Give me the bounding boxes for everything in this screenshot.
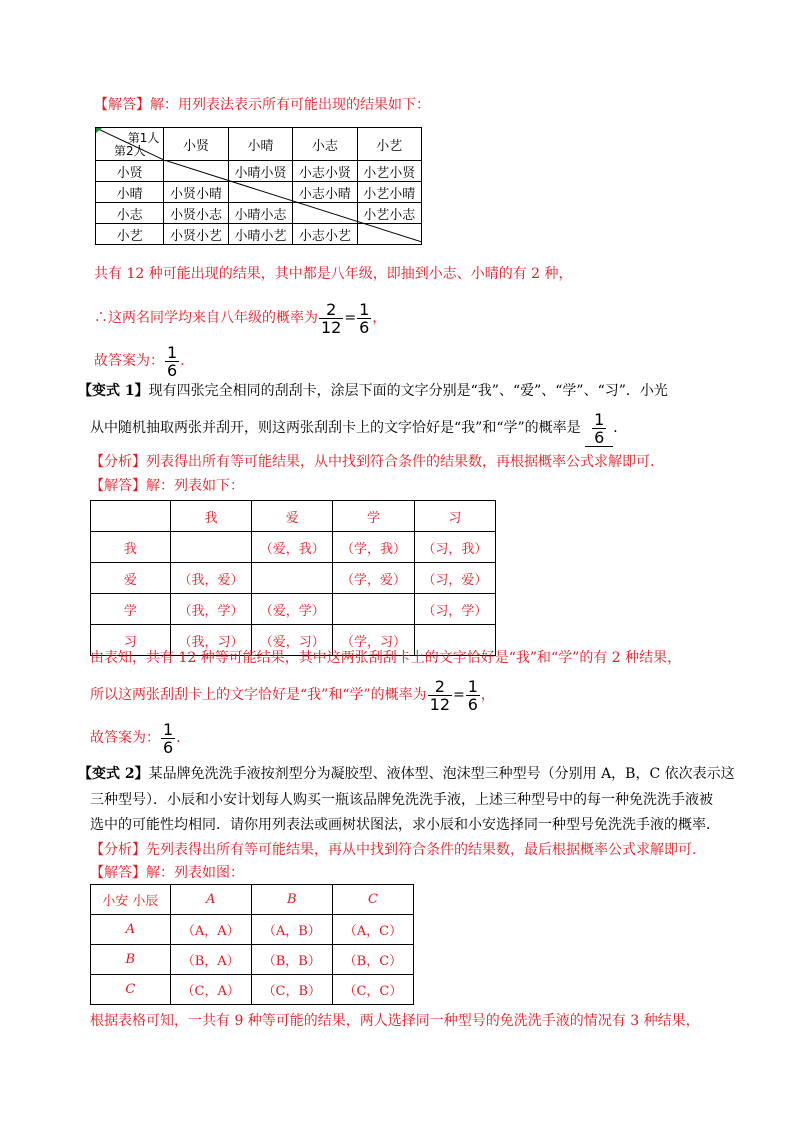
table-row <box>91 532 496 563</box>
table-cell: 小贤小艺 <box>164 224 228 245</box>
cards-table <box>90 500 496 656</box>
answer-blank <box>585 410 613 447</box>
variant1-answer-intro: 【解答】解：列表如下： <box>90 478 244 494</box>
fraction <box>161 721 175 756</box>
table-cell: （习，我） <box>414 532 495 563</box>
table-header-row <box>91 885 414 915</box>
variant1-probability <box>90 677 495 713</box>
prob-prefix: 所以这两张刮刮卡上的文字恰好是“我”和“学”的概率为 <box>90 687 427 703</box>
row-label: B <box>91 945 171 975</box>
header-cell: 小艺 <box>357 128 421 161</box>
table-cell: 小志小晴 <box>293 182 357 203</box>
corner-cell <box>91 501 171 532</box>
fraction-numerator: 2 <box>434 676 445 696</box>
variant2-text1: 某品牌免洗洗手液按剂型分为凝胶型、液体型、泡沫型三种型号（分别用 A，B，C 依次表示这 <box>148 766 735 782</box>
table-cell: （爱，学） <box>252 594 333 625</box>
header-cell: 习 <box>414 501 495 532</box>
variant1-text2: 从中随机抽取两张并刮开，则这两张刮刮卡上的文字恰好是“我”和“学”的概率是 <box>90 420 581 436</box>
variant2-line1 <box>78 764 735 784</box>
header-cell: 小晴 <box>228 128 292 161</box>
table-cell: （B，A） <box>170 945 251 975</box>
answer-prefix: 故答案为： <box>90 730 160 746</box>
table-cell: 小贤小志 <box>164 203 228 224</box>
table-cell: 小晴小艺 <box>228 224 292 245</box>
variant1-line1 <box>78 381 668 401</box>
fraction <box>319 301 343 336</box>
fraction-numerator: 1 <box>167 342 178 362</box>
fraction <box>357 301 371 336</box>
row-label: C <box>91 975 171 1005</box>
fraction-numerator: 2 <box>326 299 337 319</box>
table-cell <box>333 594 414 625</box>
header-cell: 小贤 <box>164 128 228 161</box>
table-cell: （习，爱） <box>414 563 495 594</box>
table-cell: （我，习） <box>170 625 251 656</box>
variant2-analysis: 【分析】先列表得出所有等可能结果，再从中找到符合条件的结果数，最后根据概率公式求解即可. <box>90 842 697 858</box>
answer-suffix: ． <box>176 730 191 746</box>
probability-line-1 <box>94 300 386 336</box>
prob-suffix: ， <box>480 687 495 703</box>
fraction-denominator: 6 <box>467 694 478 714</box>
prob-suffix: ， <box>372 310 387 326</box>
header-cell: B <box>251 885 332 915</box>
table-cell: 小贤小晴 <box>164 182 228 203</box>
table-cell: 小晴小贤 <box>228 161 292 182</box>
table-cell <box>170 532 251 563</box>
fraction-numerator: 1 <box>594 409 605 429</box>
fraction-denominator: 6 <box>167 360 178 380</box>
equals-sign: = <box>344 310 357 326</box>
variant1-label: 【变式 1】 <box>78 383 149 399</box>
table-row <box>91 563 496 594</box>
answer-line-1 <box>94 343 194 379</box>
table-cell: 小艺小贤 <box>357 161 421 182</box>
variant2-line2: 三种型号）．小辰和小安计划每人购买一瓶该品牌免洗洗手液，上述三种型号中的每一种免洗洗手液被 <box>90 792 713 808</box>
fraction <box>592 411 606 446</box>
table-cell: （学，爱） <box>333 563 414 594</box>
header-cell: 我 <box>170 501 251 532</box>
variant2-answer-intro: 【解答】解：列表如图： <box>90 865 244 881</box>
table-row <box>91 915 414 945</box>
variant1-text2-suffix: ． <box>613 420 628 436</box>
table-cell: （B，C） <box>332 945 413 975</box>
summary-1: 共有 12 种可能出现的结果，其中都是八年级，即抽到小志、小晴的有 2 种， <box>94 266 573 282</box>
table-cell: 小艺小志 <box>357 203 421 224</box>
fraction <box>466 678 480 713</box>
variant1-summary: 由表知，共有 12 种等可能结果，其中这两张刮刮卡上的文字恰好是“我”和“学”的有 2 种结果， <box>90 650 682 666</box>
table-cell: （C，C） <box>332 975 413 1005</box>
fraction <box>428 678 452 713</box>
variant1-text1: 现有四张完全相同的刮刮卡，涂层下面的文字分别是“我”、“爱”、“学”、“习”．小光 <box>148 383 668 399</box>
corner-cell: 小安 小辰 <box>91 885 171 915</box>
corner-bottom-label: 第2人 <box>114 144 146 158</box>
table-cell: 小志小贤 <box>293 161 357 182</box>
header-cell: 爱 <box>252 501 333 532</box>
row-label: 小艺 <box>96 224 164 245</box>
prob-prefix: ∴这两名同学均来自八年级的概率为 <box>94 310 318 326</box>
table-cell: （A，A） <box>170 915 251 945</box>
diagonal-header-cell <box>96 128 164 161</box>
variant2-line3: 选中的可能性均相同．请你用列表法或画树状图法，求小辰和小安选择同一种型号免洗洗手液的概率． <box>90 817 720 833</box>
header-cell: A <box>170 885 251 915</box>
table-row <box>91 975 414 1005</box>
variant1-line2 <box>90 410 627 447</box>
corner-top-label: 第1人 <box>127 131 160 145</box>
equals-sign: = <box>453 687 465 703</box>
variant2-summary: 根据表格可知，一共有 9 种等可能的结果，两人选择同一种型号的免洗洗手液的情况有 3 种结果， <box>90 1013 700 1029</box>
fraction-numerator: 1 <box>359 299 370 319</box>
table-cell: （C，B） <box>251 975 332 1005</box>
fraction-denominator: 6 <box>359 317 370 337</box>
fraction-denominator: 6 <box>163 737 174 757</box>
header-cell: 学 <box>333 501 414 532</box>
answer-intro-1: 【解答】解：用列表法表示所有可能出现的结果如下： <box>94 97 430 113</box>
row-label: 学 <box>91 594 171 625</box>
variant1-analysis: 【分析】列表得出所有等可能结果，从中找到符合条件的结果数，再根据概率公式求解即可. <box>90 454 655 470</box>
variant2-label: 【变式 2】 <box>78 766 149 782</box>
table-header-row <box>91 501 496 532</box>
table-cell: （学，我） <box>333 532 414 563</box>
table-row <box>91 945 414 975</box>
fraction-numerator: 1 <box>163 719 174 739</box>
fraction-denominator: 6 <box>594 427 605 447</box>
row-label: 小志 <box>96 203 164 224</box>
variant1-answer <box>90 720 190 756</box>
header-cell: 小志 <box>293 128 357 161</box>
fraction-numerator: 1 <box>467 676 478 696</box>
table-cell: 小志小艺 <box>293 224 357 245</box>
table-cell: （爱，我） <box>252 532 333 563</box>
table-diagonal-strike <box>164 160 422 242</box>
sanitizer-table <box>90 884 414 1005</box>
table-cell: （我，学） <box>170 594 251 625</box>
table-cell: （学，习） <box>333 625 414 656</box>
table-cell: （爱，习） <box>252 625 333 656</box>
table-cell: （我，爱） <box>170 563 251 594</box>
header-cell: C <box>332 885 413 915</box>
fraction <box>165 344 179 379</box>
table-cell: （A，C） <box>332 915 413 945</box>
row-label: 习 <box>91 625 171 656</box>
row-label: 小晴 <box>96 182 164 203</box>
table-cell: （C，A） <box>170 975 251 1005</box>
table-cell: （A，B） <box>251 915 332 945</box>
table-cell: 小晴小志 <box>228 203 292 224</box>
table-cell: 小艺小晴 <box>357 182 421 203</box>
table-cell: （习，学） <box>414 594 495 625</box>
answer-prefix: 故答案为： <box>94 353 164 369</box>
row-label: 小贤 <box>96 161 164 182</box>
table-row <box>91 594 496 625</box>
fraction-denominator: 12 <box>321 317 342 337</box>
table-cell <box>252 563 333 594</box>
fraction-denominator: 12 <box>429 694 450 714</box>
row-label: 爱 <box>91 563 171 594</box>
row-label: 我 <box>91 532 171 563</box>
table-cell: （B，B） <box>251 945 332 975</box>
answer-suffix: ． <box>180 353 195 369</box>
row-label: A <box>91 915 171 945</box>
